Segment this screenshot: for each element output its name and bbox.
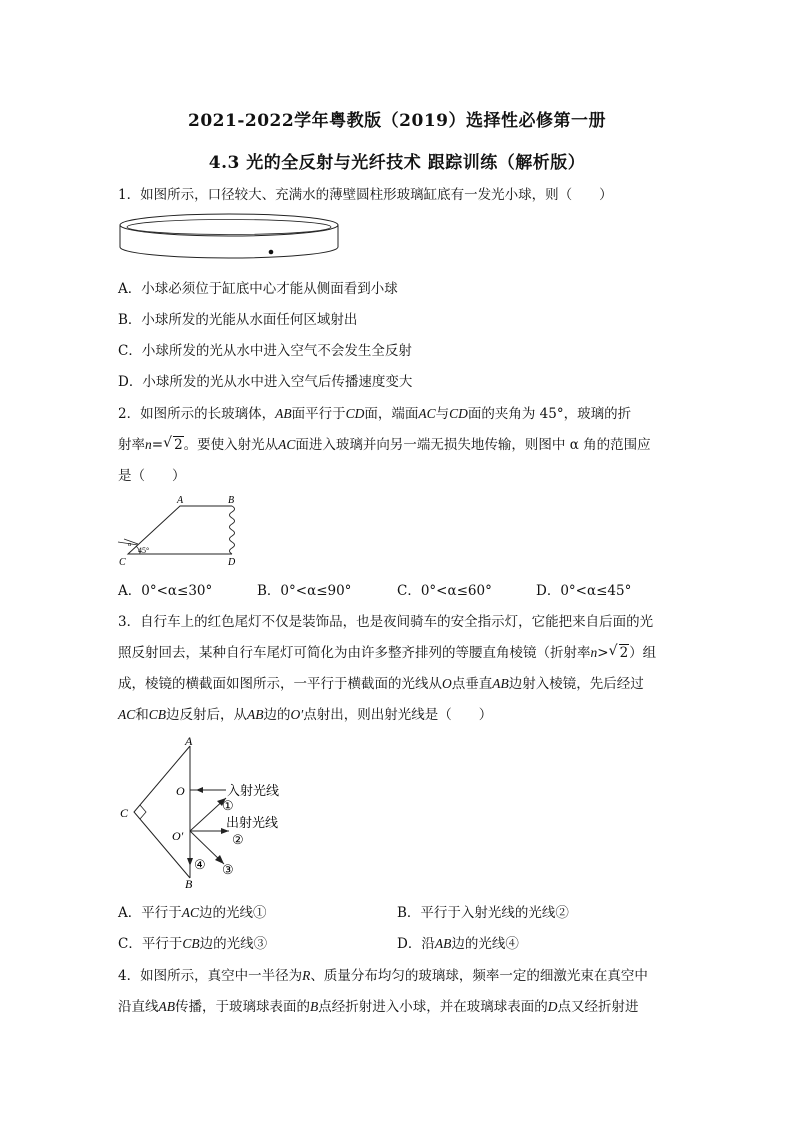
q4-stem-line1: 4．如图所示，真空中一半径为R、质量分布均匀的玻璃球，频率一定的细激光束在真空中 [118, 968, 648, 984]
q3-label-o: O [176, 784, 185, 798]
q2-stem-line1: 2．如图所示的长玻璃体，AB面平行于CD面，端面AC与CD面的夹角为 45°，玻璃的折 [118, 406, 632, 422]
q2-option-b: B．0°<α≤90° [257, 583, 352, 599]
q3-label-o-prime: O′ [172, 829, 184, 843]
q1-option-c: C．小球所发的光从水中进入空气不会发生全反射 [118, 343, 412, 359]
q3-ray-3-label: ③ [222, 862, 234, 877]
q3-ray-4-label: ④ [194, 857, 206, 872]
q3-option-d: D．沿AB边的光线④ [397, 936, 519, 952]
q1-option-a: A．小球必须位于缸底中心才能从侧面看到小球 [118, 281, 398, 297]
q3-ray-2-label: ② [232, 832, 244, 847]
q3-option-a: A．平行于AC边的光线① [118, 905, 267, 921]
q3-stem-line3: 成，棱镜的横截面如图所示，一平行于横截面的光线从O点垂直AB边射入棱镜，先后经过 [118, 676, 644, 692]
q3-exit-label: 出射光线 [226, 815, 279, 830]
q2-option-d: D．0°<α≤45° [536, 583, 632, 599]
q3-stem-line4: AC和CB边反射后，从AB边的O′点射出，则出射光线是（ ） [118, 707, 493, 723]
q1-option-d: D．小球所发的光从水中进入空气后传播速度变大 [118, 374, 413, 390]
q2-glass-block-figure [114, 494, 242, 572]
q2-option-a: A．0°<α≤30° [118, 583, 213, 599]
document-subtitle: 4.3 光的全反射与光纤技术 跟踪训练（解析版） [208, 153, 586, 173]
document-title: 2021-2022学年粤教版（2019）选择性必修第一册 [188, 111, 606, 131]
q2-stem-line2: 射率n= √ 2。要使入射光从AC面进入玻璃并向另一端无损失地传输，则图中 α 角的范围应 [118, 435, 651, 453]
q3-label-c: C [120, 806, 129, 820]
q3-stem-line1: 3．自行车上的红色尾灯不仅是装饰品，也是夜间骑车的安全指示灯，它能把来自后面的光 [118, 614, 654, 630]
q3-stem-line2: 照反射回去，某种自行车尾灯可简化为由许多整齐排列的等腰直角棱镜（折射率n> √ 2）组 [118, 643, 657, 661]
q1-stem: 1．如图所示，口径较大、充满水的薄壁圆柱形玻璃缸底有一发光小球，则（ ） [118, 187, 613, 203]
q3-option-c: C．平行于CB边的光线③ [118, 936, 268, 952]
q3-ray-1-label: ① [222, 798, 234, 813]
q2-alpha-label: α [128, 542, 132, 548]
sqrt-symbol: √ 2 [163, 435, 183, 453]
q2-option-c: C．0°<α≤60° [397, 583, 492, 599]
q1-option-b: B．小球所发的光能从水面任何区域射出 [118, 312, 358, 328]
q2-label-a: A [177, 495, 184, 506]
q3-label-b: B [185, 877, 193, 891]
q3-prism-figure [116, 736, 316, 892]
q3-option-b: B．平行于入射光线的光线② [397, 905, 569, 921]
q2-label-d: D [228, 557, 236, 568]
sqrt-symbol: √ 2 [608, 643, 629, 661]
q3-label-a: A [185, 736, 193, 748]
q1-fishbowl-figure [116, 210, 342, 266]
q2-label-b: B [228, 495, 235, 506]
q2-angle-label: 45° [138, 546, 150, 555]
q2-stem-line3: 是（ ） [118, 468, 186, 484]
q2-label-c: C [119, 557, 126, 568]
q4-stem-line2: 沿直线AB传播，于玻璃球表面的B点经折射进入小球，并在玻璃球表面的D点又经折射进 [118, 999, 639, 1015]
q3-incident-label: 入射光线 [227, 783, 280, 798]
